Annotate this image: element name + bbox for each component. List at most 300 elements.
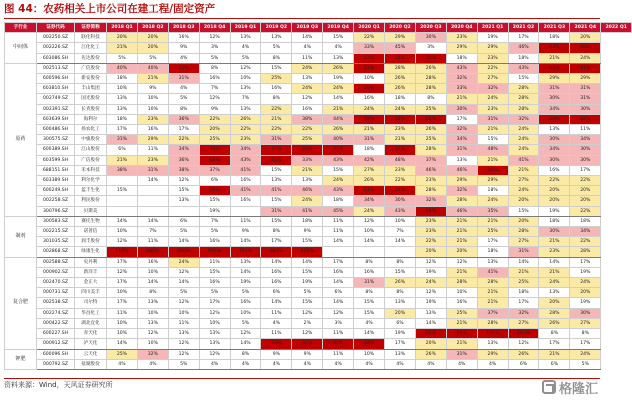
ratio-cell: 11% xyxy=(261,329,292,339)
ratio-cell: 20% xyxy=(570,288,601,298)
ratio-cell: 18% xyxy=(385,94,416,104)
ratio-cell: 880% xyxy=(168,247,199,257)
ratio-cell: 24% xyxy=(508,145,539,155)
ratio-cell: 24% xyxy=(168,257,199,267)
ratio-cell: 10% xyxy=(230,308,261,318)
header-cell: 2019 Q2 xyxy=(261,23,292,33)
ratio-cell: 21% xyxy=(446,339,477,349)
ratio-cell: 20% xyxy=(199,125,230,135)
stock-code-cell: 002274.SZ xyxy=(37,308,75,318)
ratio-cell: 40% xyxy=(323,135,354,145)
ratio-cell: 5% xyxy=(230,288,261,298)
ratio-cell: 10% xyxy=(354,74,385,84)
ratio-cell: 11% xyxy=(107,308,138,318)
ratio-cell: 7% xyxy=(137,227,168,237)
ratio-cell: 24% xyxy=(323,176,354,186)
ratio-cell: 8% xyxy=(230,349,261,359)
ratio-cell: 32% xyxy=(477,84,508,94)
ratio-cell: 13% xyxy=(477,257,508,267)
stock-code-cell: 600389.SH xyxy=(37,145,75,155)
ratio-cell: 16% xyxy=(199,278,230,288)
ratio-cell: 22% xyxy=(199,114,230,124)
ratio-cell: 17% xyxy=(107,125,138,135)
stock-code-cell: 603599.SH xyxy=(37,155,75,165)
ratio-cell: 5% xyxy=(199,288,230,298)
ratio-cell: 22% xyxy=(385,176,416,186)
ratio-cell: 32% xyxy=(508,308,539,318)
ratio-cell: 14% xyxy=(230,267,261,277)
stock-code-cell: 300796.SZ xyxy=(37,206,75,216)
ratio-cell: 15% xyxy=(354,298,385,308)
ratio-cell: 62% xyxy=(415,114,446,124)
ratio-cell: 10% xyxy=(107,227,138,237)
ratio-cell: 13% xyxy=(385,298,416,308)
ratio-cell: 38% xyxy=(107,165,138,175)
ratio-cell: 19% xyxy=(323,74,354,84)
header-cell: 2021 Q3 xyxy=(539,23,570,33)
ratio-cell: 5% xyxy=(199,53,230,63)
ratio-cell: 31% xyxy=(508,247,539,257)
ratio-cell: 27% xyxy=(508,318,539,328)
ratio-cell: 25% xyxy=(107,349,138,359)
ratio-cell: 44% xyxy=(323,114,354,124)
stock-code-cell: 600249.SH xyxy=(37,186,75,196)
ratio-cell: 30% xyxy=(415,33,446,43)
stock-name-cell: 云天化 xyxy=(75,349,107,359)
ratio-cell: 83% xyxy=(292,145,323,155)
table-row xyxy=(5,125,632,135)
ratio-cell: 13% xyxy=(292,74,323,84)
ratio-cell: 13% xyxy=(137,318,168,328)
ratio-cell: 94% xyxy=(446,329,477,339)
ratio-cell: 29% xyxy=(137,135,168,145)
ratio-cell: 32% xyxy=(446,74,477,84)
ratio-cell: 13% xyxy=(230,33,261,43)
ratio-cell: 45% xyxy=(385,43,416,53)
ratio-cell: 19% xyxy=(292,278,323,288)
stock-name-cell: 史丹利 xyxy=(75,257,107,267)
ratio-cell: 13% xyxy=(168,329,199,339)
ratio-cell: 13% xyxy=(230,84,261,94)
ratio-cell: 26% xyxy=(323,125,354,135)
ratio-cell: 27% xyxy=(508,237,539,247)
header-cell: 证券代码 xyxy=(37,23,75,33)
ratio-cell: 15% xyxy=(107,186,138,196)
ratio-cell: 40% xyxy=(107,63,138,73)
ratio-cell xyxy=(107,176,138,186)
ratio-cell: 8% xyxy=(261,53,292,63)
ratio-cell: 19% xyxy=(230,278,261,288)
ratio-cell: 13% xyxy=(323,53,354,63)
table-row xyxy=(5,257,632,267)
ratio-cell: 21% xyxy=(477,155,508,165)
ratio-cell: 15% xyxy=(292,237,323,247)
table-row xyxy=(5,349,632,359)
ratio-cell: 12% xyxy=(292,329,323,339)
stock-code-cell: 002538.SZ xyxy=(37,298,75,308)
ratio-cell: 8% xyxy=(168,104,199,114)
ratio-cell: 791% xyxy=(230,247,261,257)
ratio-cell: 12% xyxy=(137,329,168,339)
stock-code-cell: 002749.SZ xyxy=(37,94,75,104)
ratio-cell: 21% xyxy=(446,216,477,226)
ratio-cell: 65% xyxy=(261,155,292,165)
ratio-cell: 34% xyxy=(570,227,601,237)
stock-code-cell: 603389.SH xyxy=(37,176,75,186)
ratio-cell: 15% xyxy=(508,74,539,84)
ratio-cell: 28% xyxy=(415,145,446,155)
ratio-cell: 516% xyxy=(107,247,138,257)
ratio-cell: 29% xyxy=(477,349,508,359)
ratio-cell: 35% xyxy=(477,206,508,216)
ratio-cell: 34% xyxy=(446,135,477,145)
stock-name-cell: 赤天化 xyxy=(75,329,107,339)
ratio-cell: 30% xyxy=(539,227,570,237)
ratio-cell: 15% xyxy=(168,186,199,196)
ratio-cell: 6% xyxy=(539,359,570,369)
ratio-cell: 8% xyxy=(137,288,168,298)
watermark-logo-icon xyxy=(542,380,556,394)
ratio-cell: 5% xyxy=(168,288,199,298)
table-row xyxy=(5,247,632,257)
ratio-cell: 4% xyxy=(446,359,477,369)
stock-name-cell: 中旗股份 xyxy=(75,135,107,145)
ratio-cell: 13% xyxy=(199,329,230,339)
ratio-cell: 17% xyxy=(261,237,292,247)
ratio-cell: 8% xyxy=(261,227,292,237)
ratio-cell: 38% xyxy=(292,114,323,124)
ratio-cell: 38% xyxy=(168,165,199,175)
ratio-cell: 29% xyxy=(446,43,477,53)
ratio-cell: 52% xyxy=(539,43,570,53)
table-row xyxy=(5,114,632,124)
ratio-cell: 5% xyxy=(168,227,199,237)
ratio-cell: 17% xyxy=(168,125,199,135)
ratio-cell: 37% xyxy=(477,308,508,318)
stock-name-cell: 丰山集团 xyxy=(75,84,107,94)
ratio-cell: 5% xyxy=(107,53,138,63)
group-label: 中间体 xyxy=(5,33,37,64)
ratio-cell: 13% xyxy=(261,176,292,186)
ratio-cell: 12% xyxy=(446,257,477,267)
ratio-cell: 13% xyxy=(292,176,323,186)
ratio-cell: 4% xyxy=(107,359,138,369)
table-row xyxy=(5,227,632,237)
stock-name-cell: 国光股份 xyxy=(75,94,107,104)
ratio-cell: 12% xyxy=(168,339,199,349)
ratio-cell: 10% xyxy=(137,339,168,349)
header-cell: 2020 Q2 xyxy=(385,23,416,33)
stock-name-cell: 利尔化学 xyxy=(75,176,107,186)
stock-name-cell: 利民股份 xyxy=(75,196,107,206)
header-cell: 2018 Q4 xyxy=(199,23,230,33)
stock-code-cell: 002215.SZ xyxy=(37,227,75,237)
stock-name-cell: 金正大 xyxy=(75,278,107,288)
table-row xyxy=(5,288,632,298)
ratio-cell: 16% xyxy=(168,33,199,43)
stock-code-cell: 002588.SZ xyxy=(37,257,75,267)
ratio-cell: 32% xyxy=(446,186,477,196)
stock-name-cell: 江化化工 xyxy=(75,43,107,53)
ratio-cell: 4% xyxy=(168,53,199,63)
table-row xyxy=(5,63,632,73)
ratio-cell: 46% xyxy=(292,186,323,196)
ratio-cell: 13% xyxy=(199,339,230,349)
ratio-cell: 16% xyxy=(199,237,230,247)
ratio-cell: 21% xyxy=(446,227,477,237)
ratio-cell: 58% xyxy=(415,206,446,216)
ratio-cell: 11% xyxy=(323,227,354,237)
ratio-cell: 36% xyxy=(168,114,199,124)
header-cell: 2021 Q1 xyxy=(477,23,508,33)
ratio-cell: 16% xyxy=(323,267,354,277)
ratio-cell: 41% xyxy=(292,206,323,216)
ratio-cell: 21% xyxy=(477,216,508,226)
ratio-cell: 4% xyxy=(292,43,323,53)
ratio-cell: 21% xyxy=(539,237,570,247)
ratio-cell: 11% xyxy=(199,257,230,267)
ratio-cell: 12% xyxy=(199,349,230,359)
ratio-cell: 28% xyxy=(415,84,446,94)
ratio-cell xyxy=(137,186,168,196)
stock-name-cell: 贝斯美 xyxy=(75,206,107,216)
ratio-cell: 23% xyxy=(446,33,477,43)
ratio-cell: 59% xyxy=(385,114,416,124)
header-cell: 证券简称 xyxy=(75,23,107,33)
ratio-cell: 48% xyxy=(385,155,416,165)
ratio-cell: 9% xyxy=(292,349,323,359)
ratio-cell: 15% xyxy=(354,308,385,318)
ratio-cell: 15% xyxy=(292,267,323,277)
ratio-cell: 5% xyxy=(570,359,601,369)
ratio-cell: 30% xyxy=(385,196,416,206)
table-row xyxy=(5,267,632,277)
ratio-cell: 23% xyxy=(415,176,446,186)
ratio-cell: 5% xyxy=(199,227,230,237)
ratio-cell: 21% xyxy=(477,298,508,308)
stock-name-cell: 联化科技 xyxy=(75,33,107,43)
ratio-cell: 4% xyxy=(385,359,416,369)
ratio-cell: 14% xyxy=(137,216,168,226)
ratio-cell: 28% xyxy=(508,227,539,237)
ratio-cell: 19% xyxy=(415,298,446,308)
ratio-cell: 15% xyxy=(385,267,416,277)
ratio-cell: 30% xyxy=(446,104,477,114)
ratio-cell: 23% xyxy=(539,247,570,257)
ratio-cell: 20% xyxy=(539,298,570,308)
ratio-cell: 26% xyxy=(508,349,539,359)
ratio-cell: 13% xyxy=(477,339,508,349)
ratio-cell: 12% xyxy=(415,257,446,267)
ratio-cell: 6% xyxy=(107,145,138,155)
watermark xyxy=(542,376,598,398)
ratio-cell: 31% xyxy=(354,135,385,145)
ratio-cell: 52% xyxy=(168,63,199,73)
ratio-cell: 52% xyxy=(354,114,385,124)
ratio-cell: 11% xyxy=(570,125,601,135)
ratio-cell: 14% xyxy=(230,339,261,349)
ratio-cell: 4% xyxy=(292,359,323,369)
ratio-cell: 31% xyxy=(539,84,570,94)
ratio-cell: 10% xyxy=(137,104,168,114)
ratio-cell: 42% xyxy=(354,155,385,165)
ratio-cell: 18% xyxy=(477,247,508,257)
ratio-cell: 30% xyxy=(570,155,601,165)
ratio-cell: 8% xyxy=(415,94,446,104)
table-row xyxy=(5,278,632,288)
ratio-cell: 18% xyxy=(508,288,539,298)
ratio-cell: 15% xyxy=(261,63,292,73)
ratio-cell: 21% xyxy=(446,318,477,328)
ratio-cell: 21% xyxy=(477,125,508,135)
ratio-cell: 18% xyxy=(107,114,138,124)
ratio-cell: 22% xyxy=(477,63,508,73)
ratio-cell: 2% xyxy=(292,318,323,328)
ratio-cell: 16% xyxy=(137,257,168,267)
stock-name-cell: 司尔特 xyxy=(75,298,107,308)
ratio-cell: 29% xyxy=(477,176,508,186)
ratio-cell: 24% xyxy=(570,349,601,359)
ratio-cell: 31% xyxy=(570,94,601,104)
ratio-cell xyxy=(323,247,354,257)
ratio-cell: 17% xyxy=(570,257,601,267)
ratio-cell: 59% xyxy=(354,84,385,94)
ratio-cell: 8% xyxy=(354,257,385,267)
ratio-cell: 14% xyxy=(323,94,354,104)
table-row xyxy=(5,318,632,328)
ratio-cell: 696% xyxy=(199,247,230,257)
ratio-cell: 18% xyxy=(354,145,385,155)
stock-name-cell: 蓝丰生化 xyxy=(75,186,107,196)
ratio-cell: 12% xyxy=(168,267,199,277)
ratio-cell: 15% xyxy=(323,165,354,175)
ratio-cell: 27% xyxy=(477,74,508,84)
header-cell: 2020 Q4 xyxy=(446,23,477,33)
ratio-cell: 32% xyxy=(508,114,539,124)
ratio-cell: 23% xyxy=(415,227,446,237)
ratio-cell: 13% xyxy=(230,104,261,114)
ratio-cell: 12% xyxy=(199,94,230,104)
ratio-cell: 37% xyxy=(415,155,446,165)
ratio-cell: 15% xyxy=(477,135,508,145)
ratio-cell: 17% xyxy=(446,114,477,124)
stock-name-cell: 广信股份 xyxy=(75,155,107,165)
ratio-cell: 8% xyxy=(385,288,416,298)
ratio-cell: 13% xyxy=(168,196,199,206)
ratio-cell: 33% xyxy=(446,84,477,94)
table-row xyxy=(5,155,632,165)
ratio-cell: 25% xyxy=(415,135,446,145)
stock-code-cell: 000912.SZ xyxy=(37,339,75,349)
ratio-cell: 24% xyxy=(477,94,508,104)
ratio-cell: 30% xyxy=(570,145,601,155)
ratio-cell: 22% xyxy=(570,237,601,247)
ratio-cell: 13% xyxy=(230,257,261,267)
ratio-cell: 31% xyxy=(477,114,508,124)
ratio-cell: 10% xyxy=(354,227,385,237)
ratio-cell: 10% xyxy=(107,84,138,94)
ratio-cell: 26% xyxy=(415,349,446,359)
stock-name-cell: 新洋丰 xyxy=(75,267,107,277)
table-row xyxy=(5,135,632,145)
ratio-cell xyxy=(168,206,199,216)
ratio-cell: 10% xyxy=(107,318,138,328)
ratio-cell: 14% xyxy=(539,257,570,267)
ratio-cell: 14% xyxy=(385,237,416,247)
ratio-cell: 18% xyxy=(292,216,323,226)
ratio-cell: 9% xyxy=(168,43,199,53)
ratio-cell: 16% xyxy=(261,267,292,277)
ratio-cell: 24% xyxy=(508,135,539,145)
ratio-cell: 16% xyxy=(137,125,168,135)
ratio-cell: 24% xyxy=(539,278,570,288)
ratio-cell: 7% xyxy=(199,216,230,226)
title-rule xyxy=(4,18,600,19)
ratio-cell: 13% xyxy=(539,288,570,298)
ratio-cell: 22% xyxy=(570,206,601,216)
ratio-cell xyxy=(107,196,138,206)
ratio-cell: 9% xyxy=(137,84,168,94)
stock-code-cell: 000902.SZ xyxy=(37,267,75,277)
ratio-cell: 16% xyxy=(354,94,385,104)
ratio-cell: 31% xyxy=(446,349,477,359)
ratio-cell: 14% xyxy=(168,278,199,288)
ratio-cell: 9% xyxy=(230,227,261,237)
stock-name-cell: 先达股份 xyxy=(75,53,107,63)
ratio-cell: 12% xyxy=(415,288,446,298)
ratio-cell: 16% xyxy=(539,165,570,175)
ratio-cell: 23% xyxy=(137,114,168,124)
ratio-cell: 15% xyxy=(292,298,323,308)
stock-name-cell: 新安股份 xyxy=(75,74,107,84)
table-row xyxy=(5,216,632,226)
ratio-cell: 15% xyxy=(261,165,292,175)
ratio-cell: 41% xyxy=(261,186,292,196)
stock-code-cell: 002868.SZ xyxy=(37,247,75,257)
ratio-cell: 22% xyxy=(168,135,199,145)
stock-name-cell: 盐湖股份 xyxy=(75,359,107,369)
ratio-cell: 16% xyxy=(230,196,261,206)
header-cell: 2019 Q3 xyxy=(292,23,323,33)
ratio-cell: 14% xyxy=(354,237,385,247)
ratio-cell: 14% xyxy=(323,237,354,247)
ratio-cell xyxy=(137,206,168,216)
ratio-cell: 28% xyxy=(508,94,539,104)
ratio-cell xyxy=(354,247,385,257)
ratio-cell: 25% xyxy=(415,104,446,114)
table-body xyxy=(5,33,632,370)
table-row xyxy=(5,186,632,196)
ratio-cell: 31% xyxy=(446,145,477,155)
stock-name-cell: 广信股份 xyxy=(75,63,107,73)
ratio-cell: 37% xyxy=(199,165,230,175)
ratio-cell: 12% xyxy=(230,63,261,73)
ratio-cell: 31% xyxy=(261,135,292,145)
ratio-cell: 34% xyxy=(570,135,601,145)
ratio-cell: 11% xyxy=(230,216,261,226)
table-header-row xyxy=(5,23,632,33)
stock-name-cell: 泸天化 xyxy=(75,339,107,349)
ratio-cell: 26% xyxy=(354,176,385,186)
stock-code-cell: 600486.SH xyxy=(37,125,75,135)
ratio-cell: 20% xyxy=(570,186,601,196)
ratio-cell: 16% xyxy=(446,298,477,308)
ratio-cell: 21% xyxy=(539,53,570,63)
ratio-cell: 51% xyxy=(354,186,385,196)
ratio-cell: 22% xyxy=(354,33,385,43)
ratio-cell: 46% xyxy=(415,165,446,175)
ratio-cell: 23% xyxy=(477,53,508,63)
